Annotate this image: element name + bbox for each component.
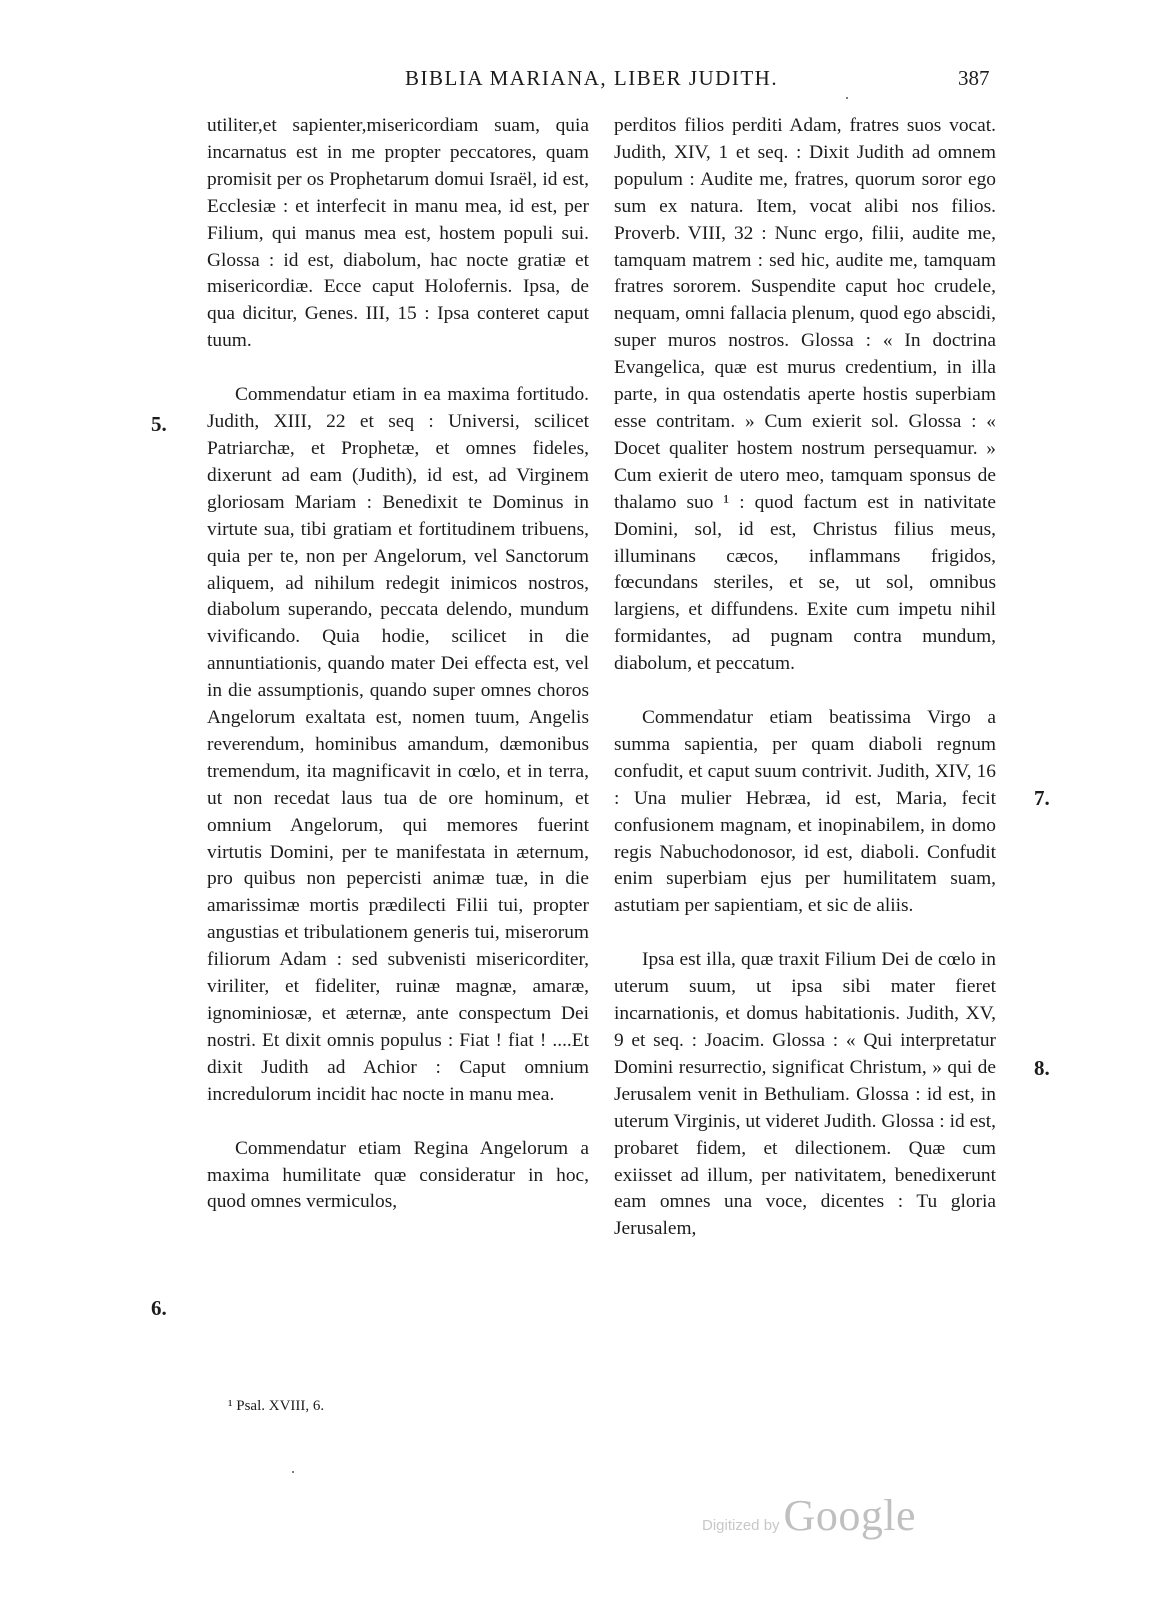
- running-title: BIBLIA MARIANA, LIBER JUDITH.: [405, 66, 779, 90]
- watermark-prefix: Digitized by: [702, 1517, 780, 1534]
- google-logo: Google: [783, 1491, 917, 1540]
- right-column: [614, 113, 996, 1243]
- paragraph: Commendatur etiam in ea maxima fortitudo. Judith, XIII, 22 et seq : Universi, scilicet Patriarchæ, et Prophetæ, et omnes fideles, dixerunt ad eam (Judith), id est, ad Virginem gloriosam Mariam : Benedixit te Dominus in virtute sua, tibi gratiam et fortitudinem tribuens, quia per te, non per Angelorum, vel Sanctorum aliquem, ad nihilum redegit inimicos nostros, diabolum superando, peccata delendo, mundum vivificando. Quia hodie, scilicet in die annuntiationis, quando mater Dei effecta est, vel in die assumptionis, quando super omnes choros Angelorum exaltata est, nomen tuum, Angelis reverendum, hominibus amandum, dæmonibus tremendum, ita magnificavit in cœlo, et in terra, ut non recedat laus tua de ore hominum, et omnium Angelorum, qui memores fuerint virtutis Domini, per te manifestata in æternum, pro quibus non pepercisti animæ tuæ, in die amarissimæ mortis prædilecti Filii tui, propter angustias et tribulationem generis tui, miserorum filiorum Adam : sed subvenisti misericorditer, viriliter, et fideliter, ruinæ magnæ, amaræ, ignominiosæ, et æternæ, ante conspectum Dei nostri. Et dixit omnis populus : Fiat ! fiat ! ....Et dixit Judith ad Achior : Caput omnium incredulorum incidit hac nocte in manu mea.: [207, 384, 589, 1105]
- print-speck: [292, 1471, 294, 1473]
- margin-number-6: 6.: [151, 1296, 167, 1320]
- running-header: [0, 66, 1149, 96]
- paragraph: Commendatur etiam Regina Angelorum a maxima humilitate quæ consideratur in hoc, quod omnes vermiculos,: [207, 1137, 589, 1213]
- paragraph: Commendatur etiam beatissima Virgo a summa sapientia, per quam diaboli regnum confudit, et caput suum contrivit. Judith, XIV, 16 : Una mulier Hebræa, id est, Maria, fecit confusionem magnam, et inopinabilem, in domo regis Nabuchodonosor, id est, diaboli. Confudit enim superbiam ejus per humilitatem suam, astutiam per sapientiam, et sic de aliis.: [614, 707, 996, 917]
- page-number: 387: [958, 66, 990, 90]
- margin-number-5: 5.: [151, 412, 167, 436]
- left-column: [207, 113, 589, 1216]
- digitized-watermark: [702, 1490, 916, 1541]
- paragraph: utiliter,et sapienter,misericordiam suam, quia incarnatus est in me propter peccatores, quam promisit per os Prophetarum domui Israël, id est, Ecclesiæ : et interfecit in manu mea, id est, per Filium, qui manus mea est, hostem populi sui. Glossa : id est, diabolum, hac nocte gratiæ et misericordiæ. Ecce caput Holofernis. Ipsa, de qua dicitur, Genes. III, 15 : Ipsa conteret caput tuum.: [207, 115, 589, 352]
- paragraph: perditos filios perditi Adam, fratres suos vocat. Judith, XIV, 1 et seq. : Dixit Judith ad omnem populum : Audite me, fratres, quorum soror ego sum ex natura. Item, vocat alibi nos filios. Proverb. VIII, 32 : Nunc ergo, filii, audite me, tamquam matrem : sed hic, audite me, tamquam fratres sororem. Suspendite caput hoc crudele, nequam, omni fallacia plenum, quod ego abscidi, super muros nostros. Glossa : « In doctrina Evangelica, quæ est murus credentium, in illa parte, in qua ostendatis aperte hostis superbiam esse contritam. » Cum exierit sol. Glossa : « Docet qualiter hostem nostrum persequamur. » Cum exierit de utero meo, tamquam sponsus de thalamo suo ¹ : quod factum est in nativitate Domini, sol, id est, Christus filius meus, illuminans cæcos, inflammans frigidos, fœcundans steriles, et se, ut sol, omnibus largiens, et diffundens. Exite cum impetu nihil formidantes, ad pugnam contra mundum, diabolum, et peccatum.: [614, 115, 996, 675]
- print-speck: [846, 97, 848, 99]
- margin-number-8: 8.: [1034, 1056, 1050, 1080]
- footnote: ¹ Psal. XVIII, 6.: [228, 1398, 325, 1414]
- paragraph: Ipsa est illa, quæ traxit Filium Dei de cœlo in uterum suum, ut ipsa sibi mater fieret incarnationis, et domus habitationis. Judith, XV, 9 et seq. : Joacim. Glossa : « Qui interpretatur Domini resurrectio, significat Christum, » qui de Jerusalem venit in Bethuliam. Glossa : id est, in uterum Virginis, ut videret Judith. Glossa : id est, probaret fidem, et dilectionem. Quæ cum exiisset ad illum, per nativitatem, benedixerunt eam omnes una voce, dicentes : Tu gloria Jerusalem,: [614, 949, 996, 1240]
- margin-number-7: 7.: [1034, 786, 1050, 810]
